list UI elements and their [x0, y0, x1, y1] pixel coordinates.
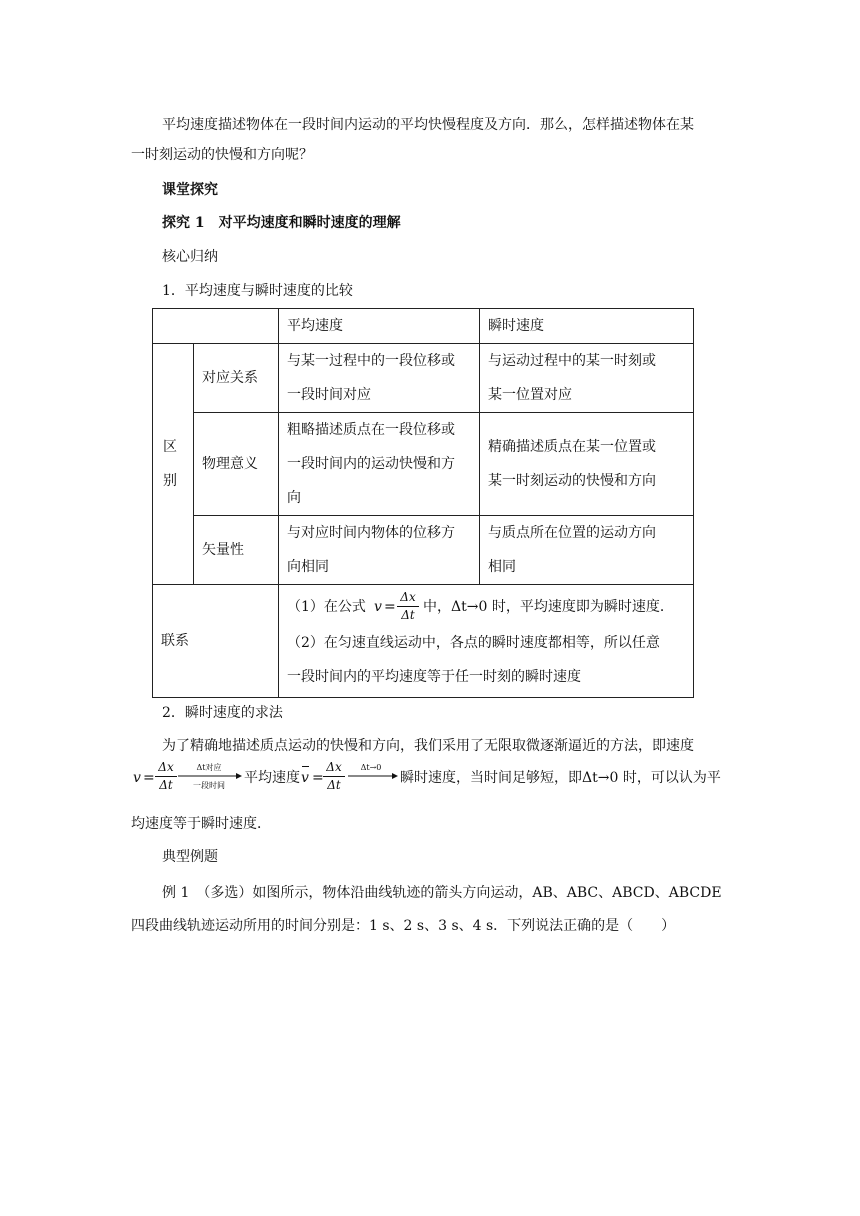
arrow-bottom-label: 一段时间 [193, 781, 225, 790]
cell-line: 向 [287, 490, 301, 506]
formula-eq-2: = [312, 770, 324, 786]
comparison-table [152, 308, 694, 698]
intro-line-2: 一时刻运动的快慢和方向呢？ [131, 147, 313, 163]
relation-suffix: 中，Δt→0 时，平均速度即为瞬时速度． [423, 599, 674, 615]
relation-line-2: （2）在匀速直线运动中，各点的瞬时速度都相等，所以任意 [287, 635, 660, 651]
formula-v: v [374, 599, 382, 615]
table-corner-cell [153, 309, 279, 344]
long-arrow-icon [348, 772, 398, 780]
table-row [153, 516, 694, 585]
header-instant-velocity: 瞬时速度 [480, 309, 694, 344]
cell-line: 与运动过程中的某一时刻或 [488, 353, 656, 369]
fraction-numerator: Δx [158, 760, 174, 774]
group-label-difference [153, 344, 194, 585]
table-cell [279, 344, 480, 413]
item1-title: 1．平均速度与瞬时速度的比较 [162, 283, 353, 299]
fraction-denominator: Δt [401, 608, 415, 622]
core-summary-heading: 核心归纳 [162, 249, 218, 265]
method-line-1: 为了精确地描述质点运动的快慢和方向，我们采用了无限取微逐渐逼近的方法，即速度 [162, 738, 694, 754]
table-cell [480, 516, 694, 585]
fraction-numerator: Δx [326, 760, 342, 774]
header-average-velocity: 平均速度 [279, 309, 480, 344]
arrow-top-label: Δt对应 [196, 763, 222, 772]
row-label: 物理意义 [194, 413, 279, 516]
overbar [302, 766, 309, 767]
table-row-relation [153, 585, 694, 698]
cell-line: 粗略描述质点在一段位移或 [287, 422, 455, 438]
cell-line: 与某一过程中的一段位移或 [287, 353, 455, 369]
long-arrow-icon [178, 772, 242, 780]
table-cell [480, 344, 694, 413]
formula-fraction [155, 760, 177, 793]
cell-line: 向相同 [287, 559, 329, 575]
relation-line-1 [287, 588, 685, 626]
formula-v: v [133, 770, 141, 786]
relation-cell [279, 585, 694, 698]
cell-line: 一段时间对应 [287, 387, 371, 403]
group-label-char-2: 别 [163, 473, 177, 489]
relation-label: 联系 [153, 585, 279, 698]
instant-velocity-text: 瞬时速度，当时间足够短，即Δt→0 时，可以认为平 [400, 770, 721, 786]
formula-fraction [397, 590, 419, 623]
cell-line: 一段时间内的运动快慢和方 [287, 456, 455, 472]
table-cell [480, 413, 694, 516]
group-label-char-1: 区 [163, 439, 177, 455]
method-line-3: 均速度等于瞬时速度． [131, 816, 271, 832]
formula-vbar: v [301, 770, 309, 786]
formula-eq: = [143, 770, 155, 786]
cell-line: 某一时刻运动的快慢和方向 [488, 473, 656, 489]
fraction-denominator: Δt [327, 778, 341, 792]
item2-title: 2．瞬时速度的求法 [162, 705, 283, 721]
formula-eq: = [384, 599, 396, 615]
typical-examples-heading: 典型例题 [162, 849, 218, 865]
fraction-denominator: Δt [159, 778, 173, 792]
table-cell [279, 413, 480, 516]
relation-prefix: （1）在公式 [287, 599, 366, 615]
table-header-row [153, 309, 694, 344]
intro-line-1: 平均速度描述物体在一段时间内运动的平均快慢程度及方向．那么，怎样描述物体在某 [162, 117, 694, 133]
cell-line: 与对应时间内物体的位移方 [287, 525, 455, 541]
explore-title: 探究 1 对平均速度和瞬时速度的理解 [162, 215, 401, 231]
fraction-numerator: Δx [400, 590, 416, 604]
row-label: 对应关系 [194, 344, 279, 413]
example-line-1: 例 1 （多选）如图所示，物体沿曲线轨迹的箭头方向运动，AB、ABC、ABCD、ABCDE [162, 885, 722, 901]
cell-line: 相同 [488, 559, 516, 575]
table-row [153, 413, 694, 516]
row-label: 矢量性 [194, 516, 279, 585]
table-row [153, 344, 694, 413]
formula-fraction-2 [323, 760, 345, 793]
table-cell [279, 516, 480, 585]
arrow-top-label-2: Δt→0 [360, 763, 382, 772]
cell-line: 与质点所在位置的运动方向 [488, 525, 656, 541]
section-title: 课堂探究 [162, 182, 218, 198]
cell-line: 精确描述质点在某一位置或 [488, 439, 656, 455]
example-line-2: 四段曲线轨迹运动所用的时间分别是：1 s、2 s、3 s、4 s．下列说法正确的是（ ） [131, 918, 676, 934]
average-velocity-label: 平均速度 [244, 770, 300, 786]
relation-line-3: 一段时间内的平均速度等于任一时刻的瞬时速度 [287, 669, 581, 685]
cell-line: 某一位置对应 [488, 387, 572, 403]
